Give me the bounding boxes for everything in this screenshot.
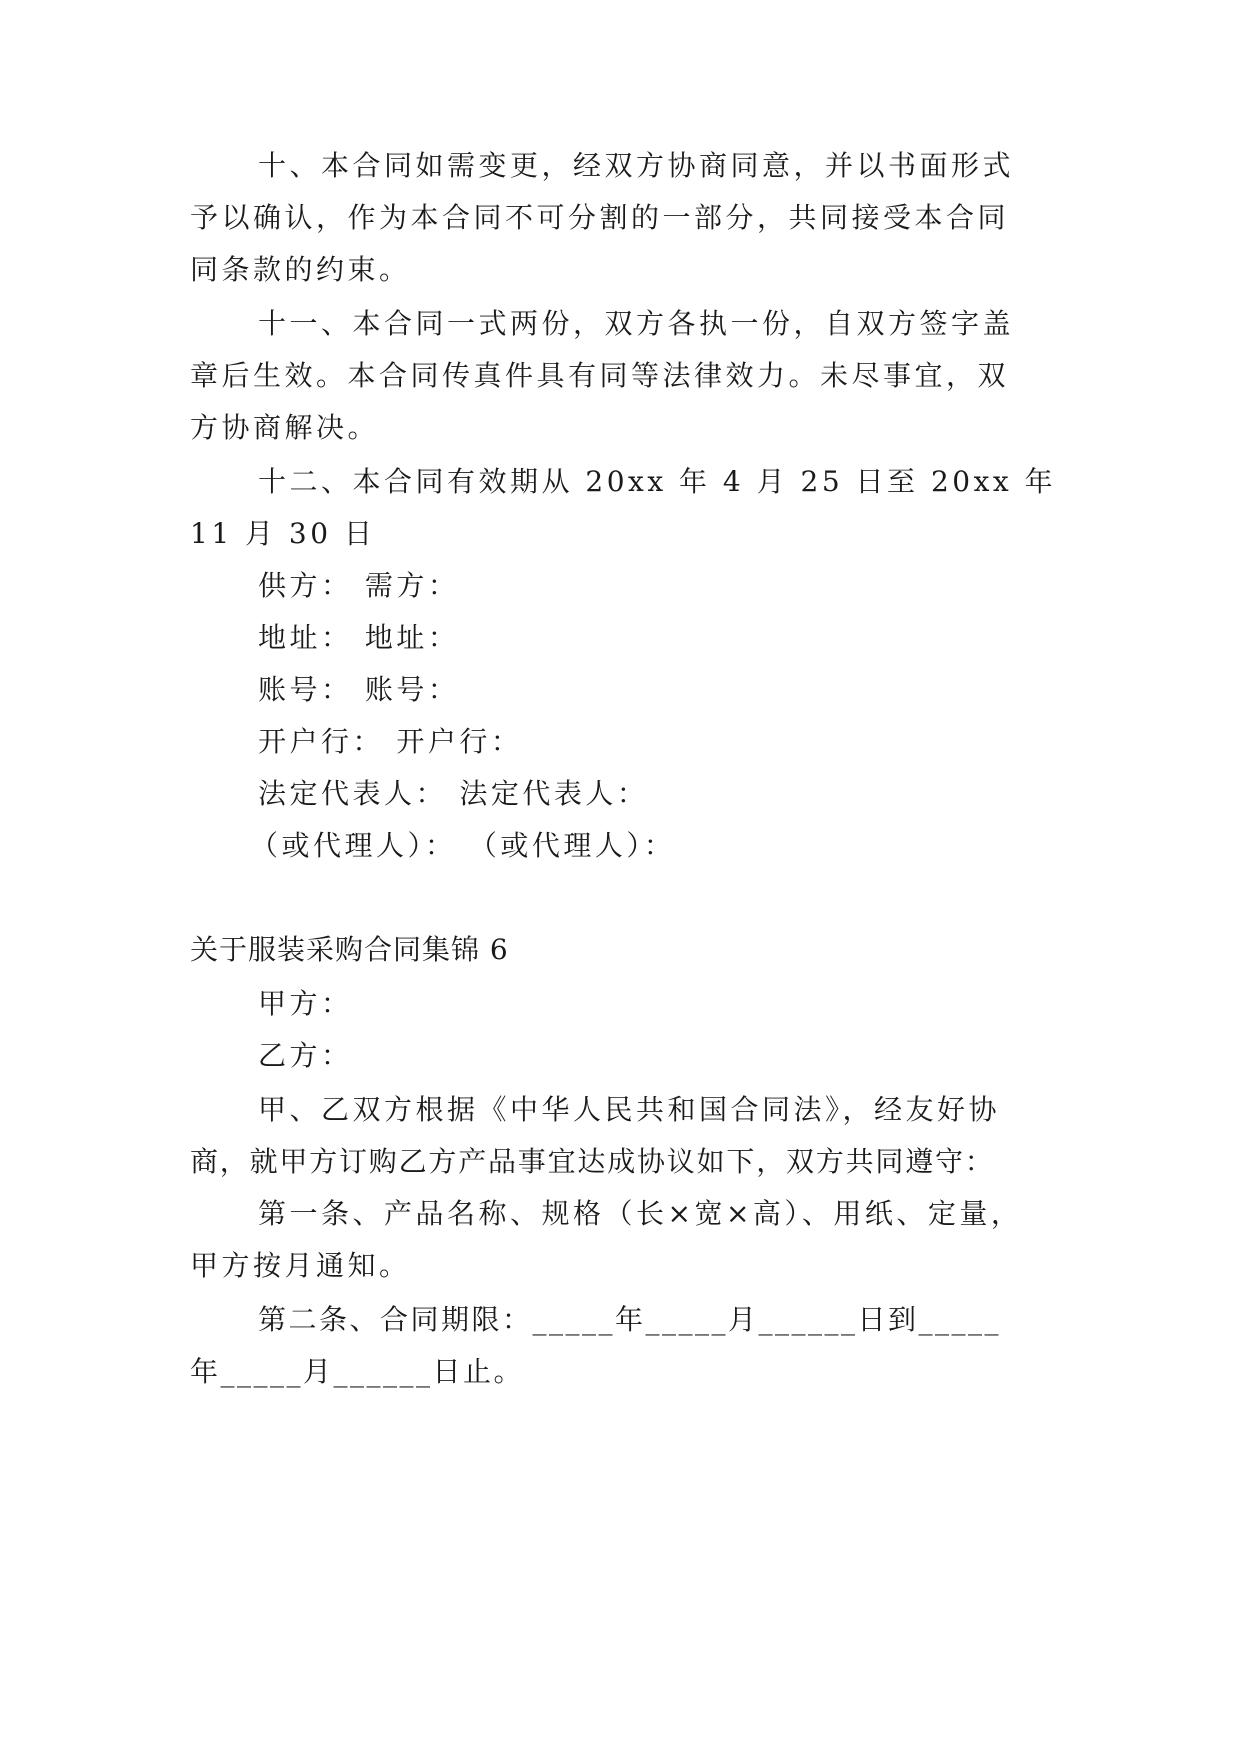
party-b: 乙方： (258, 1039, 353, 1072)
section-title: 关于服装采购合同集锦 6 (190, 933, 509, 966)
clause10-line-1: 十、本合同如需变更，经双方协商同意，并以书面形式 (258, 149, 1015, 182)
signature-legal-rep: 法定代表人： 法定代表人： (258, 777, 649, 810)
article1-line-1: 第一条、产品名称、规格（长×宽×高）、用纸、定量， (258, 1197, 1023, 1230)
intro-line-2: 商，就甲方订购乙方产品事宜达成协议如下，双方共同遵守： (190, 1145, 995, 1178)
article2-line-1: 第二条、合同期限：_____年_____月______日到_____ (258, 1303, 1002, 1336)
clause12-line-1: 十二、本合同有效期从 20xx 年 4 月 25 日至 20xx 年 (258, 465, 1057, 498)
party-a: 甲方： (258, 987, 353, 1020)
signature-agent: （或代理人）： （或代理人）： (250, 829, 676, 862)
clause11-line-1: 十一、本合同一式两份，双方各执一份，自双方签字盖 (258, 307, 1015, 340)
article2-line-2: 年_____月______日止。 (190, 1355, 525, 1388)
intro-line-1: 甲、乙双方根据《中华人民共和国合同法》，经友好协 (258, 1093, 1001, 1126)
clause10-line-3: 同条款的约束。 (190, 253, 411, 286)
clause10-line-2: 予以确认，作为本合同不可分割的一部分，共同接受本合同 (190, 201, 1010, 234)
signature-address: 地址： 地址： (258, 621, 460, 654)
signature-account: 账号： 账号： (258, 673, 460, 706)
article1-line-2: 甲方按月通知。 (190, 1249, 411, 1282)
clause12-line-2: 11 月 30 日 (190, 517, 376, 550)
signature-bank: 开户行： 开户行： (258, 725, 523, 758)
clause11-line-3: 方协商解决。 (190, 411, 380, 444)
signature-supplier-buyer: 供方： 需方： (258, 569, 460, 602)
clause11-line-2: 章后生效。本合同传真件具有同等法律效力。未尽事宜，双 (190, 359, 1010, 392)
